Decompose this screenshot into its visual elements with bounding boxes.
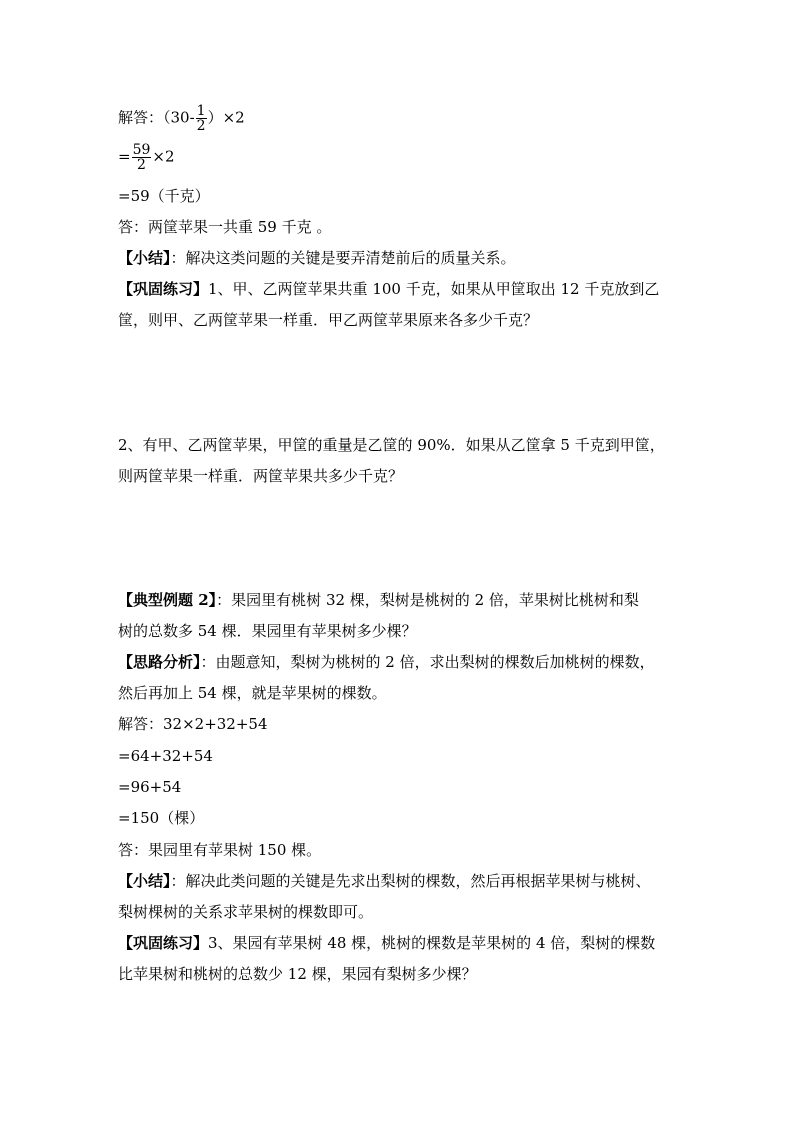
answer-text: = bbox=[118, 147, 131, 166]
answer-2-line-1: 解答：32×2+32+54 bbox=[118, 715, 268, 733]
answer-2-line-2: =64+32+54 bbox=[118, 747, 213, 765]
fraction-59-halves bbox=[132, 143, 152, 172]
practice-3-line-1 bbox=[118, 933, 655, 953]
fraction-denominator: 2 bbox=[137, 157, 146, 173]
practice-3-line-2: 比苹果树和桃树的总数少 12 棵，果园有梨树多少棵？ bbox=[118, 965, 477, 983]
example-2-line-1 bbox=[118, 590, 639, 610]
example-2-line-2: 树的总数多 54 棵．果园里有苹果树多少棵？ bbox=[118, 622, 417, 640]
practice-tag: 【巩固练习】 bbox=[118, 280, 209, 298]
practice-1-line-1 bbox=[118, 279, 659, 299]
answer-line-3: =59（千克） bbox=[118, 187, 210, 205]
answer-2-line-4: =150（棵） bbox=[118, 809, 205, 827]
summary-2-line-1 bbox=[118, 871, 651, 891]
practice-text: 3、果园有苹果树 48 棵，桃树的棵数是苹果树的 4 倍，梨树的棵数 bbox=[208, 934, 656, 952]
summary-1 bbox=[118, 248, 516, 268]
analysis-text: ：由题意知，梨树为桃树的 2 倍，求出梨树的棵数后加桃树的棵数， bbox=[200, 653, 655, 671]
analysis-line-1 bbox=[118, 652, 655, 672]
fraction-numerator: 1 bbox=[196, 103, 206, 119]
summary-text: ：解决此类问题的关键是先求出梨树的棵数，然后再根据苹果树与桃树、 bbox=[170, 872, 651, 890]
example-tag: 【典型例题 2】 bbox=[118, 591, 217, 609]
fraction-denominator: 2 bbox=[196, 118, 206, 134]
example-text: ：果园里有桃树 32 棵，梨树是桃树的 2 倍，苹果树比桃树和梨 bbox=[216, 591, 639, 609]
fraction-numerator: 59 bbox=[132, 142, 151, 158]
answer-text: 解答：（30- bbox=[118, 108, 195, 127]
analysis-tag: 【思路分析】 bbox=[118, 653, 201, 671]
practice-text: 1、甲、乙两筐苹果共重 100 千克，如果从甲筐取出 12 千克放到乙 bbox=[208, 280, 660, 298]
answer-2-line-5: 答：果园里有苹果树 150 棵。 bbox=[118, 841, 322, 859]
analysis-line-2: 然后再加上 54 棵，就是苹果树的棵数。 bbox=[118, 684, 387, 702]
summary-2-line-2: 梨树棵树的关系求苹果树的棵数即可。 bbox=[118, 903, 374, 921]
answer-text: ×2 bbox=[152, 147, 175, 166]
summary-tag: 【小结】 bbox=[118, 249, 171, 267]
summary-tag: 【小结】 bbox=[118, 872, 171, 890]
fraction-one-half bbox=[196, 104, 207, 133]
practice-2-line-1: 2、有甲、乙两筐苹果，甲筐的重量是乙筐的 90%．如果从乙筐拿 5 千克到甲筐， bbox=[118, 436, 665, 454]
answer-line-4: 答：两筐苹果一共重 59 千克 。 bbox=[118, 218, 332, 236]
answer-line-1 bbox=[118, 104, 245, 133]
answer-text: ）×2 bbox=[207, 108, 245, 127]
summary-text: ：解决这类问题的关键是要弄清楚前后的质量关系。 bbox=[170, 249, 516, 267]
answer-2-line-3: =96+54 bbox=[118, 778, 182, 796]
answer-line-2 bbox=[118, 143, 175, 172]
practice-2-line-2: 则两筐苹果一样重．两筐苹果共多少千克？ bbox=[118, 467, 404, 485]
practice-1-line-2: 筐，则甲、乙两筐苹果一样重．甲乙两筐苹果原来各多少千克？ bbox=[118, 311, 539, 329]
practice-tag: 【巩固练习】 bbox=[118, 934, 209, 952]
